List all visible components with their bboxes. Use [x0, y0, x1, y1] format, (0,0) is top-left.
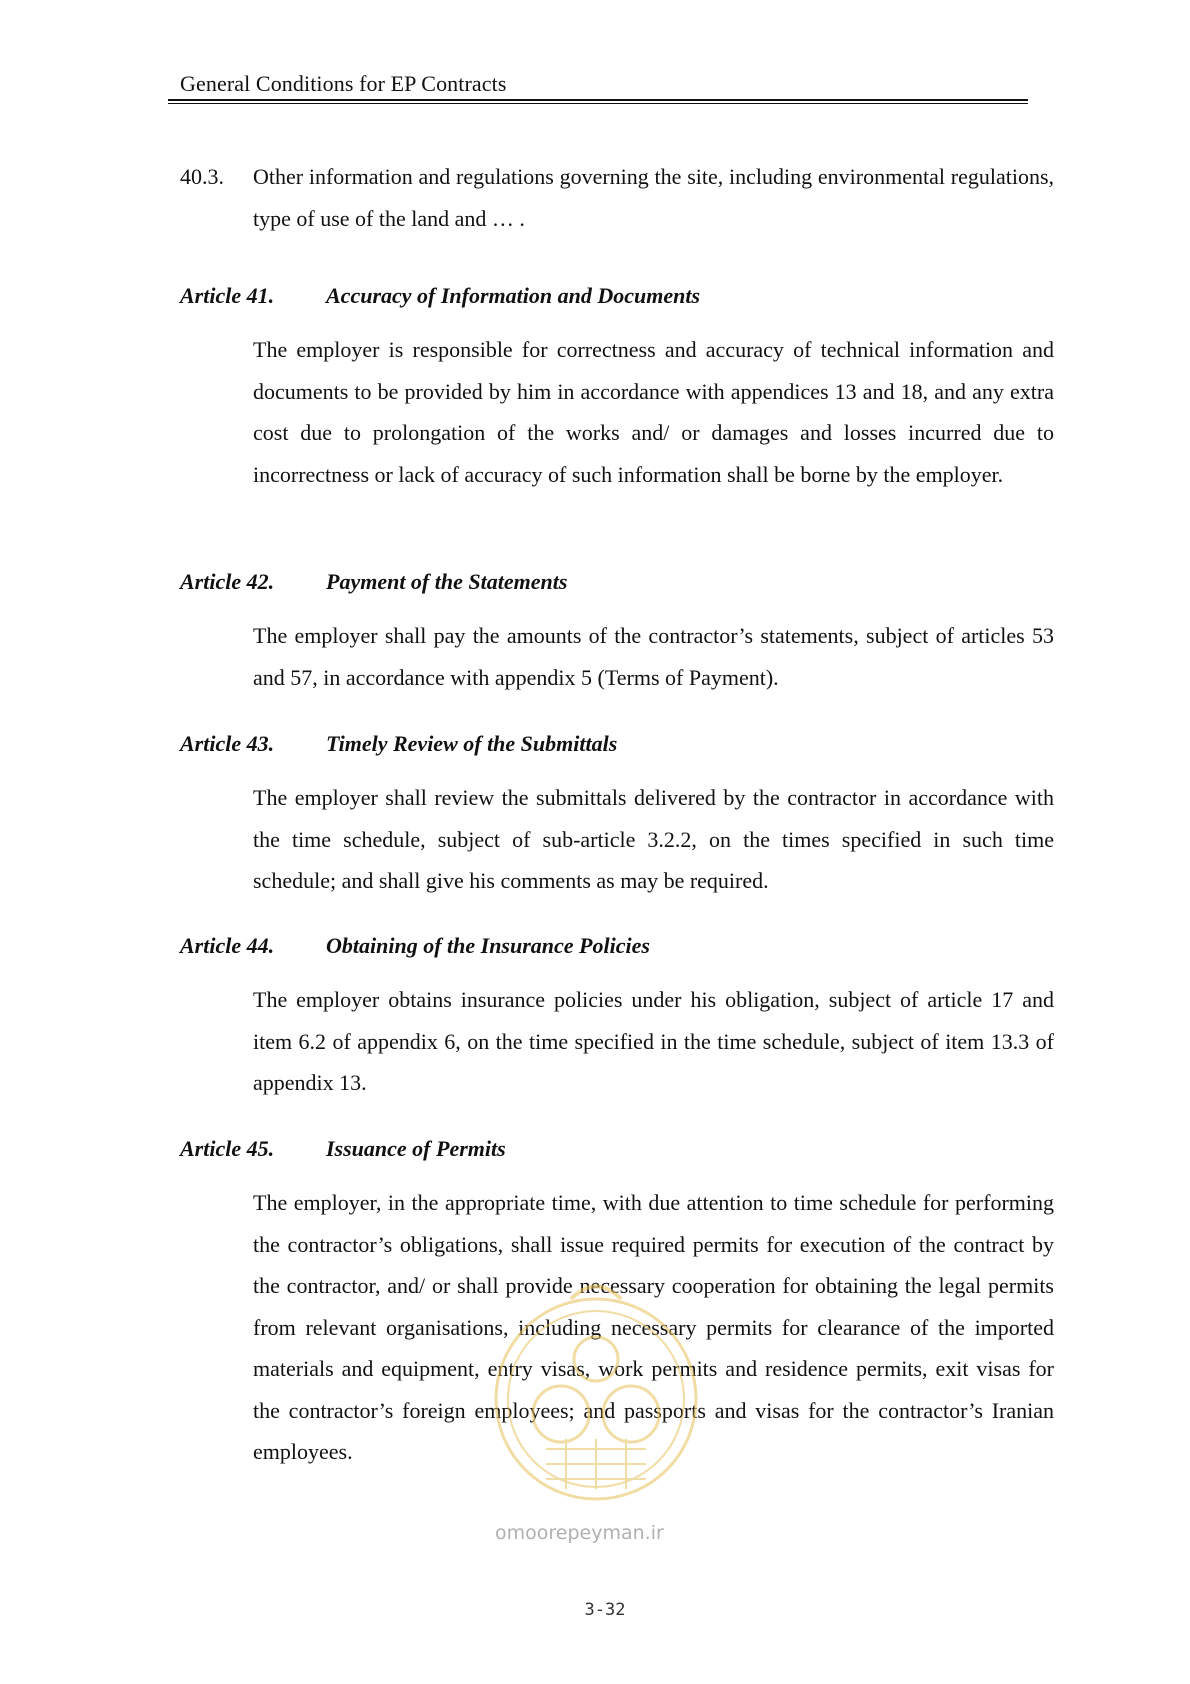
article-number: Article 44. — [180, 933, 275, 958]
article-number: Article 42. — [180, 569, 275, 594]
item-number: 40.3. — [180, 164, 224, 189]
article-45-heading — [180, 1134, 506, 1164]
article-title: Obtaining of the Insurance Policies — [326, 933, 650, 958]
article-number: Article 45. — [180, 1136, 275, 1161]
article-44-heading — [180, 931, 650, 961]
watermark-url: omoorepeyman.ir — [495, 1522, 664, 1544]
item-40-3 — [180, 156, 1054, 239]
article-42-heading — [180, 567, 567, 597]
article-41-body: The employer is responsible for correctness and accuracy of technical information and documents to be provided by him in accordance with appendices 13 and 18, and any extra cost due to prolongation of the works and/ or damages and losses incurred due to incorrectness or lack of accuracy of such information shall be borne by the employer. — [253, 337, 1054, 487]
article-number: Article 41. — [180, 283, 275, 308]
article-title: Issuance of Permits — [326, 1136, 506, 1161]
article-title: Accuracy of Information and Documents — [326, 283, 701, 308]
article-42-body: The employer shall pay the amounts of the contractor’s statements, subject of articles 53 and 57, in accordance with appendix 5 (Terms of Payment). — [253, 623, 1054, 690]
article-45-body: The employer, in the appropriate time, with due attention to time schedule for performing the contractor’s obligations, shall issue required permits for execution of the contract by the contractor, and/ or shall provide necessary cooperation for obtaining the legal permits from relevant organisations, including necessary permits for clearance of the imported materials and equipment, entry visas, work permits and residence permits, exit visas for the contractor’s foreign employees; and passports and visas for the contractor’s Iranian employees. — [253, 1190, 1054, 1464]
page-header-title: General Conditions for EP Contracts — [180, 71, 507, 96]
header-divider — [168, 99, 1028, 104]
article-44-body: The employer obtains insurance policies under his obligation, subject of article 17 and item 6.2 of appendix 6, on the time specified in the time schedule, subject of item 13.3 of appendix 13. — [253, 987, 1054, 1095]
article-number: Article 43. — [180, 731, 275, 756]
article-43-heading — [180, 729, 617, 759]
article-title: Payment of the Statements — [326, 569, 568, 594]
article-43-body: The employer shall review the submittals delivered by the contractor in accordance with the time schedule, subject of sub-article 3.2.2, on the times specified in such time schedule; and shall give his comments as may be required. — [253, 785, 1054, 893]
article-title: Timely Review of the Submittals — [326, 731, 618, 756]
page-number: 3-32 — [584, 1600, 626, 1620]
article-41-heading — [180, 281, 700, 311]
item-text: Other information and regulations governing the site, including environmental regulations, type of use of the land and … . — [253, 164, 1054, 231]
